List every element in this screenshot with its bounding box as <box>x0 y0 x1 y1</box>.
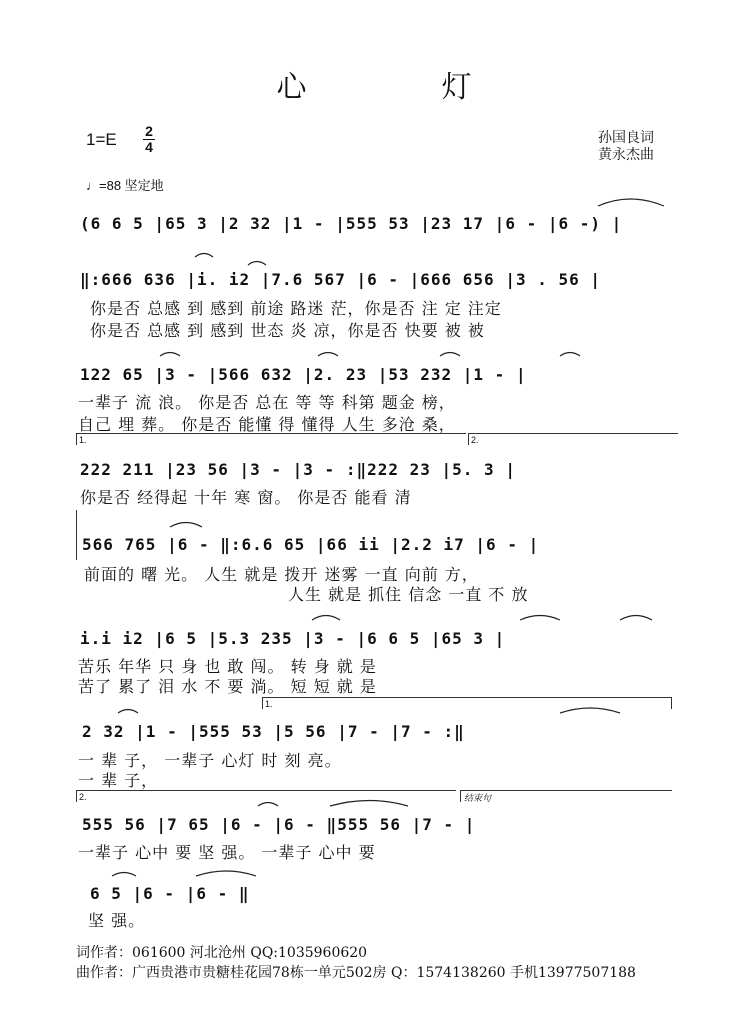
score-line-2-notes: ‖:666 636 |i. i2 |7.6 567 |6 - |666 656 |3 . 56 | <box>80 270 602 289</box>
score-line-7-notes: 2 32 |1 - |555 53 |5 56 |7 - |7 - :‖ <box>82 722 465 741</box>
time-bottom: 4 <box>145 139 153 155</box>
tempo-marking: ♩=88 坚定地 <box>86 178 164 193</box>
score-line-6-lyric-1: 苦乐 年华 只 身 也 敢 闯。 转 身 就 是 <box>78 657 377 676</box>
volta-line7-label: 1. <box>265 699 273 709</box>
score-line-1-notes: (6 6 5 |65 3 |2 32 |1 - |555 53 |23 17 |6 - |6 -) | <box>80 214 623 233</box>
footer-composer-info: 曲作者：广西贵港市贵糖桂花园78栋一单元502房 Q：1574138260 手机13977507188 <box>76 965 636 981</box>
score-line-4-notes: 222 211 |23 56 |3 - |3 - :‖222 23 |5. 3 | <box>80 460 516 479</box>
title-char-1: 心 <box>276 70 309 105</box>
volta-line8-label: 2. <box>79 792 87 802</box>
coda-label: 结束句 <box>464 793 492 803</box>
title-char-2: 灯 <box>441 70 474 105</box>
score-line-3-lyric-1: 一辈子 流 浪。 你是否 总在 等 等 科第 题金 榜， <box>78 393 456 412</box>
key-signature: 1=E <box>86 130 117 149</box>
score-line-8-notes: 555 56 |7 65 |6 - |6 - ‖555 56 |7 - | <box>82 815 476 834</box>
score-line-6-lyric-2: 苦了 累了 泪 水 不 要 淌。 短 短 就 是 <box>78 677 377 696</box>
score-line-2-lyric-2: 你是否 总感 到 感到 世态 炎 凉，你是否 快要 被 被 <box>90 321 485 340</box>
score-line-3-notes: 122 65 |3 - |566 632 |2. 23 |53 232 |1 - | <box>80 365 527 384</box>
composer: 黄永杰曲 <box>598 147 654 163</box>
score-line-5-lyric-2: 人生 就是 抓住 信念 一直 不 放 <box>288 585 529 604</box>
score-line-5-lyric-1: 前面的 曙 光。 人生 就是 拨开 迷雾 一直 向前 方， <box>84 565 479 584</box>
score-line-5-notes: 566 765 |6 - ‖:6.6 65 |66 ii |2.2 i7 |6 - | <box>82 535 540 554</box>
lyricist: 孙国良词 <box>598 130 654 146</box>
score-line-9-lyric-1: 坚 强。 <box>88 911 146 930</box>
time-top: 2 <box>145 123 153 139</box>
score-line-4-lyric-1: 你是否 经得起 十年 寒 窗。 你是否 能看 清 <box>80 488 412 507</box>
score-line-7-lyric-2: 一 辈 子， <box>78 771 159 790</box>
score-line-3-lyric-2: 自己 埋 葬。 你是否 能懂 得 懂得 人生 多沧 桑， <box>78 415 456 434</box>
score-line-2-lyric-1: 你是否 总感 到 感到 前途 路迷 茫，你是否 注 定 注定 <box>90 299 502 318</box>
footer-lyricist-info: 词作者：061600 河北沧州 QQ:1035960620 <box>76 945 368 961</box>
score-line-8-lyric-1: 一辈子 心中 要 坚 强。 一辈子 心中 要 <box>78 843 376 862</box>
volta-1-label: 1. <box>79 435 87 445</box>
score-line-7-lyric-1: 一 辈 子， 一辈子 心灯 时 刻 亮。 <box>78 751 342 770</box>
score-line-6-notes: i.i i2 |6 5 |5.3 235 |3 - |6 6 5 |65 3 | <box>80 629 506 648</box>
score-line-9-notes: 6 5 |6 - |6 - ‖ <box>90 884 250 903</box>
volta-2-label: 2. <box>471 435 479 445</box>
